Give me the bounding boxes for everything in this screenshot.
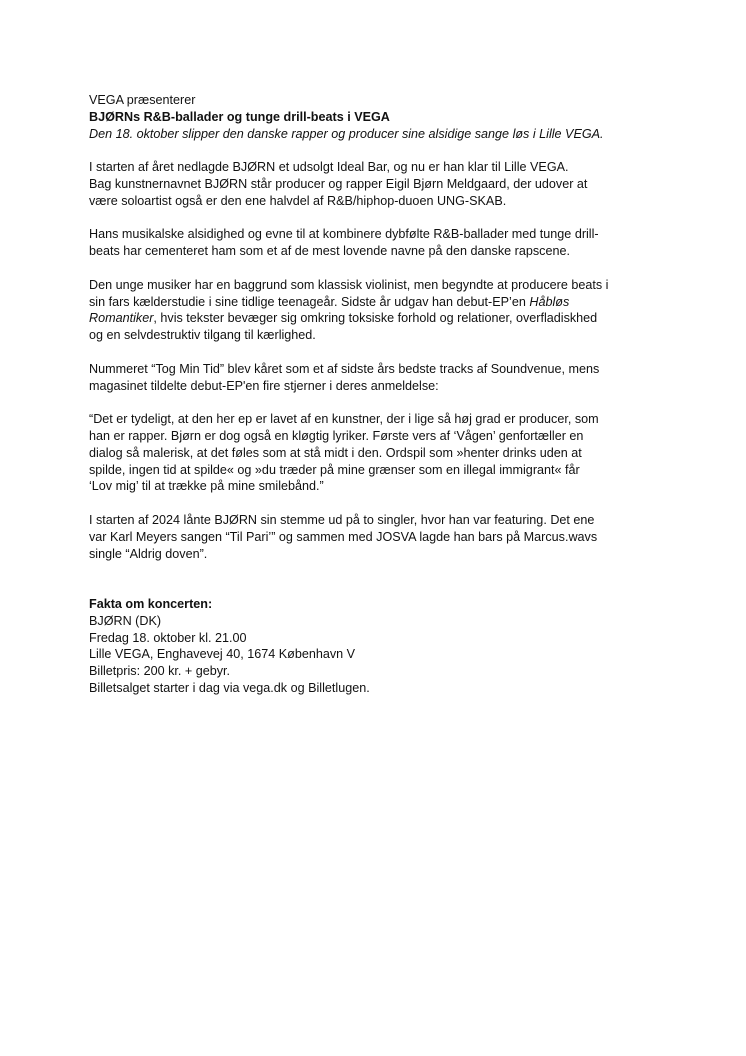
concert-facts <box>89 596 679 697</box>
facts-price: Billetpris: 200 kr. + gebyr. <box>89 664 231 679</box>
spacer <box>89 260 679 277</box>
review-quote <box>89 411 679 495</box>
paragraph-versatility <box>89 226 679 260</box>
spacer <box>89 210 679 227</box>
paragraph-line: og en selvdestruktiv tilgang til kærlighed. <box>89 328 316 343</box>
paragraph-background <box>89 277 679 344</box>
presenter-line: VEGA præsenterer <box>89 93 196 107</box>
facts-venue: Lille VEGA, Enghavevej 40, 1674 København V <box>89 647 356 662</box>
facts-date: Fredag 18. oktober kl. 21.00 <box>89 630 247 645</box>
paragraph-line: Hans musikalske alsidighed og evne til at kombinere dybfølte R&B-ballader med tunge drill- <box>89 227 599 242</box>
spacer <box>89 394 679 411</box>
headline: BJØRNs R&B-ballader og tunge drill-beats i VEGA <box>89 109 390 124</box>
spacer <box>89 142 679 159</box>
quote-line: “Det er tydeligt, at den her ep er lavet af en kunstner, der i lige så høj grad er producer, som <box>89 412 599 427</box>
subheadline: Den 18. oktober slipper den danske rapper og producer sine alsidige sange løs i Lille VEGA. <box>89 126 604 141</box>
spacer <box>89 344 679 361</box>
paragraph-line: single “Aldrig doven”. <box>89 546 208 561</box>
paragraph-line: Den unge musiker har en baggrund som klassisk violinist, men begyndte at producere beats i <box>89 277 609 292</box>
paragraph-line: beats har cementeret ham som et af de mest lovende navne på den danske rapscene. <box>89 244 570 259</box>
paragraph-features <box>89 512 679 562</box>
paragraph-intro <box>89 159 679 209</box>
press-release-body <box>89 92 679 697</box>
paragraph-line: magasinet tildelte debut-EP'en fire stjerner i deres anmeldelse: <box>89 378 439 393</box>
paragraph-text: sin fars kælderstudie i sine tidlige teenageår. Sidste år udgav han debut-EP’en <box>89 294 530 309</box>
paragraph-review <box>89 361 679 395</box>
paragraph-line: I starten af året nedlagde BJØRN et udsolgt Ideal Bar, og nu er han klar til Lille VEGA. <box>89 160 569 175</box>
quote-line: spilde, ingen tid at spilde« og »du træder på mine grænser som en illegal immigrant« får <box>89 462 580 477</box>
paragraph-line: Bag kunstnernavnet BJØRN står producer og rapper Eigil Bjørn Meldgaard, der udover at <box>89 176 588 191</box>
spacer <box>89 562 679 596</box>
paragraph-line <box>89 294 679 311</box>
paragraph-line: var Karl Meyers sangen “Til Pari’” og sammen med JOSVA lagde han bars på Marcus.wavs <box>89 529 598 544</box>
facts-heading: Fakta om koncerten: <box>89 596 213 611</box>
paragraph-line <box>89 310 679 327</box>
quote-line: han er rapper. Bjørn er dog også en kløgtig lyriker. Første vers af ‘Vågen’ genfortæller en <box>89 428 584 443</box>
quote-line: ‘Lov mig’ til at trække på mine smilebånd.” <box>89 479 324 494</box>
ep-title-part: Håbløs <box>529 294 570 309</box>
quote-line: dialog så malerisk, at det føles som at stå midt i den. Ordspil som »henter drinks uden at <box>89 445 582 460</box>
facts-ticket-sales: Billetsalget starter i dag via vega.dk og Billetlugen. <box>89 680 370 695</box>
paragraph-line: være soloartist også er den ene halvdel af R&B/hiphop-duoen UNG-SKAB. <box>89 193 507 208</box>
paragraph-line: Nummeret “Tog Min Tid” blev kåret som et af sidste års bedste tracks af Soundvenue, mens <box>89 361 600 376</box>
ep-title-part: Romantiker <box>89 311 154 326</box>
spacer <box>89 495 679 512</box>
paragraph-line: I starten af 2024 lånte BJØRN sin stemme ud på to singler, hvor han var featuring. Det ene <box>89 512 595 527</box>
facts-artist: BJØRN (DK) <box>89 613 162 628</box>
paragraph-text: , hvis tekster bevæger sig omkring toksiske forhold og relationer, overfladiskhed <box>153 311 598 326</box>
